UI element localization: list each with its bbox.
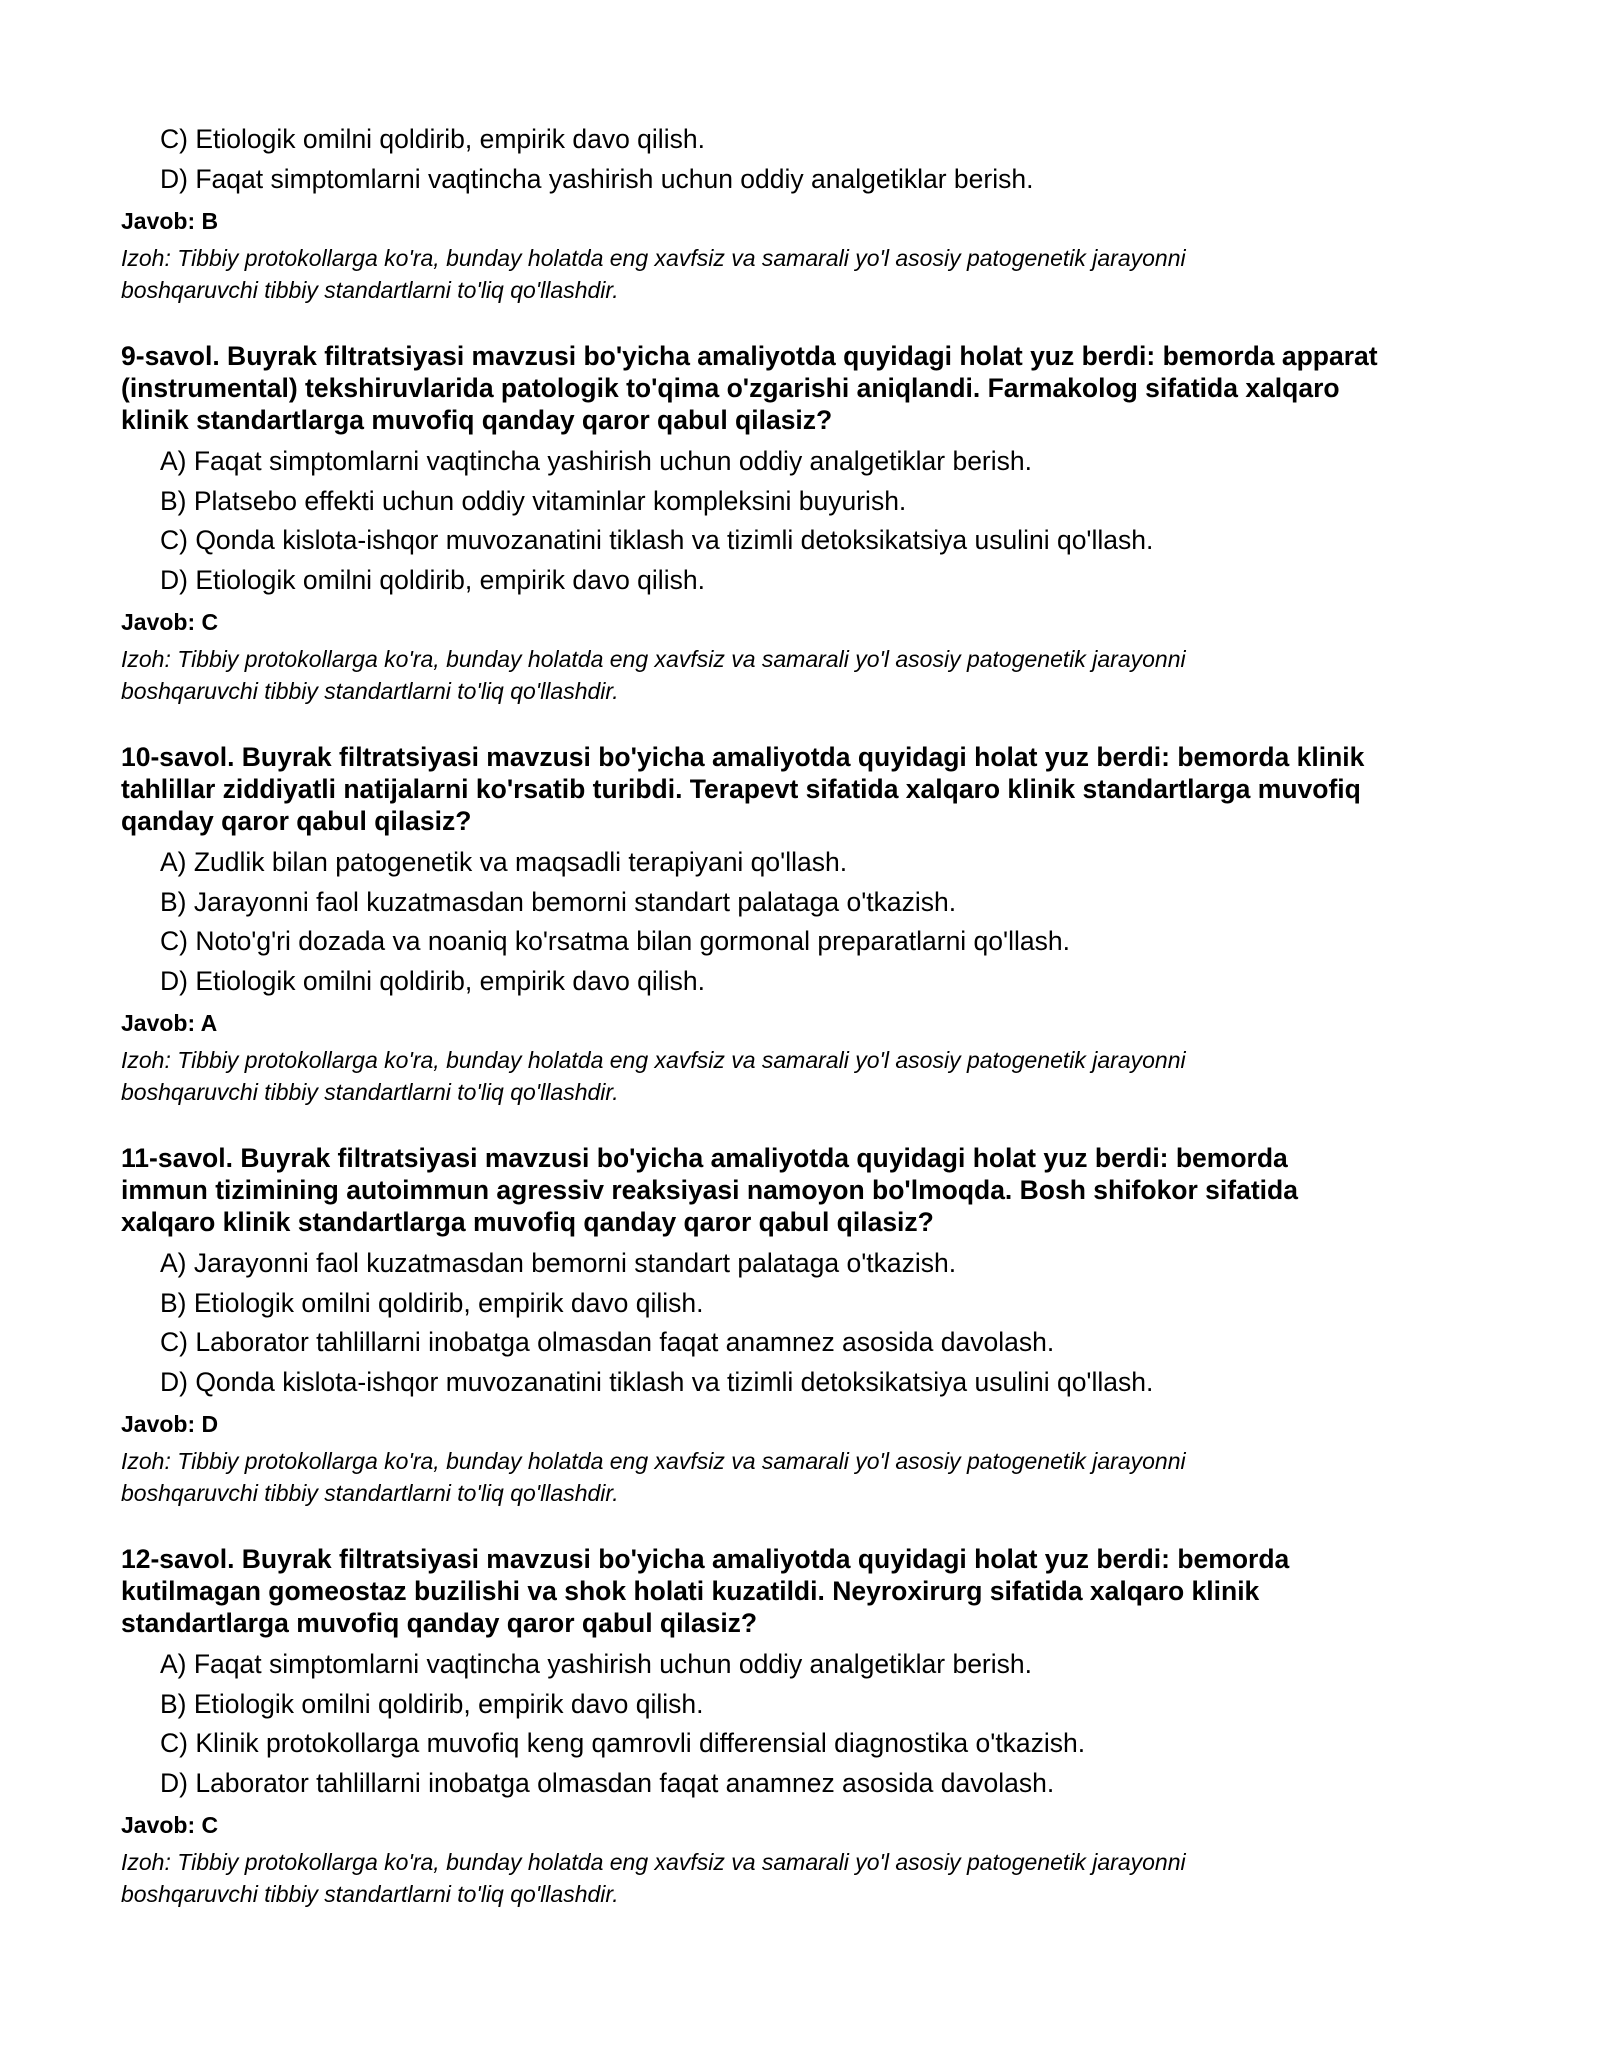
question-8-fragment — [121, 120, 1501, 306]
question-line: 11-savol. Buyrak filtratsiyasi mavzusi bo'yicha amaliyotda quyidagi holat yuz berdi: bemorda — [121, 1143, 1288, 1173]
question-11 — [121, 1142, 1501, 1509]
answer-option-d: D) Laborator tahlillarni inobatga olmasdan faqat anamnez asosida davolash. — [160, 1767, 1055, 1798]
explanation — [121, 1044, 1501, 1108]
answer-option-c: C) Etiologik omilni qoldirib, empirik davo qilish. — [160, 124, 705, 154]
answer-option-a: A) Zudlik bilan patogenetik va maqsadli terapiyani qo'llash. — [160, 847, 848, 877]
answer-option-b: B) Etiologik omilni qoldirib, empirik davo qilish. — [160, 1287, 704, 1318]
question-9 — [121, 340, 1501, 707]
explanation-line: boshqaruvchi tibbiy standartlarni to'liq qo'llashdir. — [121, 277, 619, 303]
question-text — [121, 1142, 1501, 1238]
answer-option-a: A) Faqat simptomlarni vaqtincha yashirish uchun oddiy analgetiklar berish. — [160, 446, 1032, 476]
explanation — [121, 1445, 1501, 1509]
explanation — [121, 643, 1501, 707]
explanation-line: Izoh: Tibbiy protokollarga ko'ra, bunday holatda eng xavfsiz va samarali yo'l asosiy patogenetik jarayonni — [121, 1047, 1186, 1073]
explanation — [121, 1846, 1501, 1910]
explanation-line: boshqaruvchi tibbiy standartlarni to'liq qo'llashdir. — [121, 1881, 619, 1907]
answer-option-c: C) Klinik protokollarga muvofiq keng qamrovli differensial diagnostika o'tkazish. — [160, 1728, 1086, 1758]
explanation-line: boshqaruvchi tibbiy standartlarni to'liq qo'llashdir. — [121, 678, 619, 704]
question-line: standartlarga muvofiq qanday qaror qabul qilasiz? — [121, 1608, 758, 1638]
explanation-line: Izoh: Tibbiy protokollarga ko'ra, bunday holatda eng xavfsiz va samarali yo'l asosiy patogenetik jarayonni — [121, 646, 1186, 672]
question-line: 12-savol. Buyrak filtratsiyasi mavzusi bo'yicha amaliyotda quyidagi holat yuz berdi: bemorda — [121, 1544, 1290, 1574]
question-line: xalqaro klinik standartlarga muvofiq qanday qaror qabul qilasiz? — [121, 1207, 934, 1237]
question-text — [121, 1543, 1501, 1639]
answer-option-a: A) Faqat simptomlarni vaqtincha yashirish uchun oddiy analgetiklar berish. — [160, 1649, 1032, 1679]
answer-option-c: C) Laborator tahlillarni inobatga olmasdan faqat anamnez asosida davolash. — [160, 1327, 1055, 1357]
question-line: 10-savol. Buyrak filtratsiyasi mavzusi bo'yicha amaliyotda quyidagi holat yuz berdi: bemorda klinik — [121, 742, 1365, 772]
question-line: tahlillar ziddiyatli natijalarni ko'rsatib turibdi. Terapevt sifatida xalqaro klinik standartlarga muvofiq — [121, 774, 1361, 804]
answer-option-d: D) Etiologik omilni qoldirib, empirik davo qilish. — [160, 564, 705, 595]
answer-option-a: A) Jarayonni faol kuzatmasdan bemorni standart palataga o'tkazish. — [160, 1248, 957, 1278]
question-line: 9-savol. Buyrak filtratsiyasi mavzusi bo'yicha amaliyotda quyidagi holat yuz berdi: bemorda apparat — [121, 341, 1378, 371]
question-text — [121, 340, 1501, 436]
correct-answer: Javob: C — [121, 609, 219, 635]
explanation-line: Izoh: Tibbiy protokollarga ko'ra, bunday holatda eng xavfsiz va samarali yo'l asosiy patogenetik jarayonni — [121, 245, 1186, 271]
explanation-line: boshqaruvchi tibbiy standartlarni to'liq qo'llashdir. — [121, 1480, 619, 1506]
explanation — [121, 242, 1501, 306]
question-line: klinik standartlarga muvofiq qanday qaror qabul qilasiz? — [121, 405, 833, 435]
explanation-line: boshqaruvchi tibbiy standartlarni to'liq qo'llashdir. — [121, 1079, 619, 1105]
answer-option-d: D) Qonda kislota-ishqor muvozanatini tiklash va tizimli detoksikatsiya usulini qo'llash. — [160, 1366, 1154, 1397]
answer-option-d: D) Faqat simptomlarni vaqtincha yashirish uchun oddiy analgetiklar berish. — [160, 163, 1034, 194]
question-line: qanday qaror qabul qilasiz? — [121, 806, 472, 836]
correct-answer: Javob: D — [121, 1411, 219, 1437]
correct-answer: Javob: C — [121, 1812, 219, 1838]
answer-option-d: D) Etiologik omilni qoldirib, empirik davo qilish. — [160, 965, 705, 996]
question-line: kutilmagan gomeostaz buzilishi va shok holati kuzatildi. Neyroxirurg sifatida xalqaro klinik — [121, 1576, 1260, 1606]
question-line: (instrumental) tekshiruvlarida patologik to'qima o'zgarishi aniqlandi. Farmakolog sifatida xalqaro — [121, 373, 1340, 403]
answer-option-b: B) Platsebo effekti uchun oddiy vitaminlar kompleksini buyurish. — [160, 485, 907, 516]
question-text — [121, 741, 1501, 837]
explanation-line: Izoh: Tibbiy protokollarga ko'ra, bunday holatda eng xavfsiz va samarali yo'l asosiy patogenetik jarayonni — [121, 1849, 1186, 1875]
question-line: immun tizimining autoimmun agressiv reaksiyasi namoyon bo'lmoqda. Bosh shifokor sifatida — [121, 1175, 1298, 1205]
explanation-line: Izoh: Tibbiy protokollarga ko'ra, bunday holatda eng xavfsiz va samarali yo'l asosiy patogenetik jarayonni — [121, 1448, 1186, 1474]
correct-answer: Javob: B — [121, 208, 219, 234]
answer-option-c: C) Noto'g'ri dozada va noaniq ko'rsatma bilan gormonal preparatlarni qo'llash. — [160, 926, 1070, 956]
answer-option-c: C) Qonda kislota-ishqor muvozanatini tiklash va tizimli detoksikatsiya usulini qo'llash. — [160, 525, 1154, 555]
document-page — [121, 120, 1501, 1910]
question-12 — [121, 1543, 1501, 1910]
question-10 — [121, 741, 1501, 1108]
correct-answer: Javob: A — [121, 1010, 218, 1036]
answer-option-b: B) Jarayonni faol kuzatmasdan bemorni standart palataga o'tkazish. — [160, 886, 957, 917]
answer-option-b: B) Etiologik omilni qoldirib, empirik davo qilish. — [160, 1688, 704, 1719]
